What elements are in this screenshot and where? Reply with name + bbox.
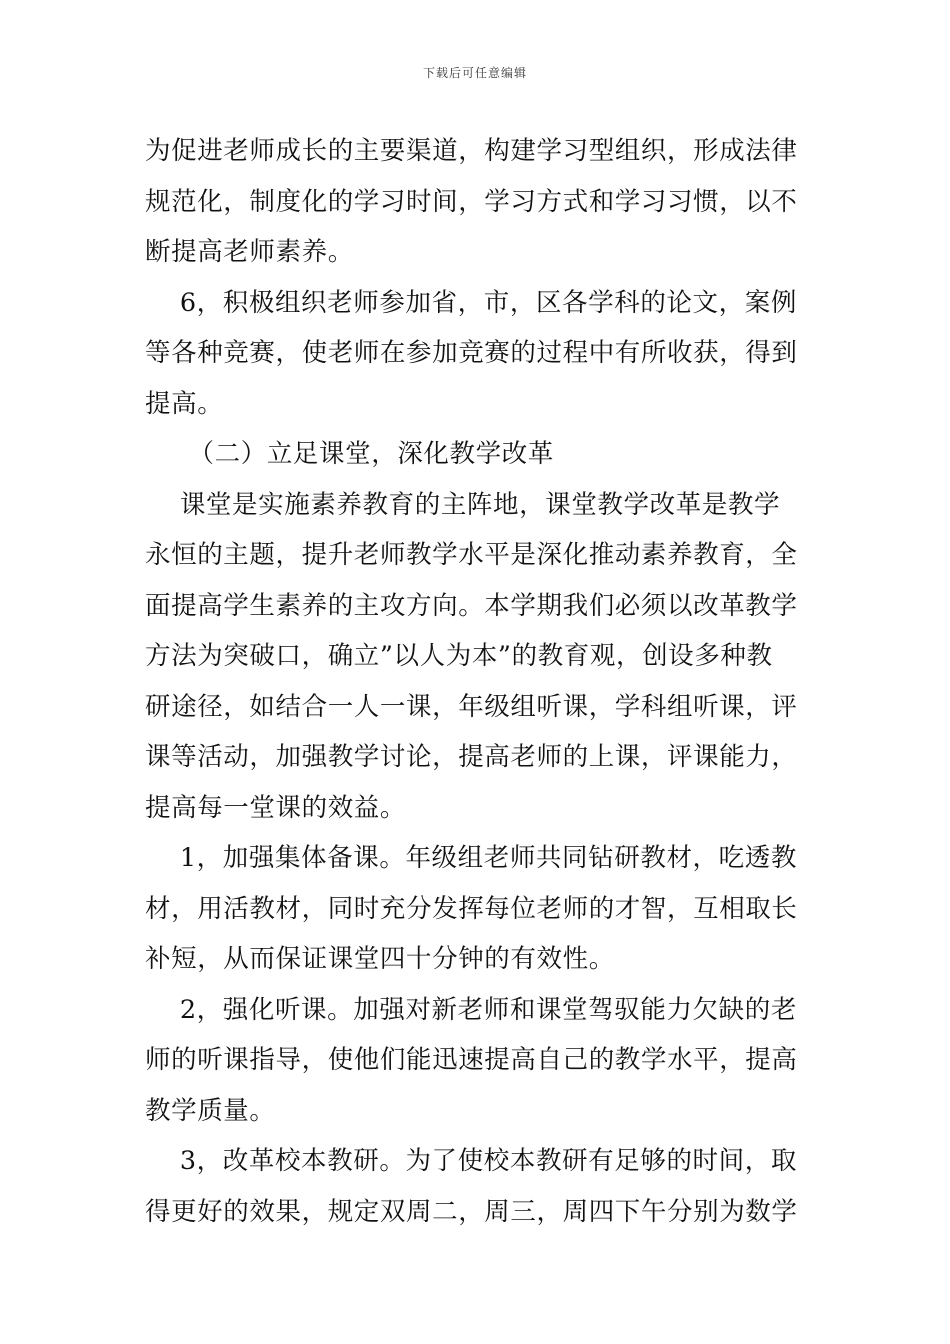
text-line: 提高。 [145, 388, 224, 419]
text-line: 方法为突破口，确立”以人为本”的教育观，创设多种教 [145, 641, 773, 671]
text-line: 3，改革校本教研。为了使校本教研有足够的时间，取 [145, 1146, 797, 1176]
text-line: 2，强化听课。加强对新老师和课堂驾驭能力欠缺的老 [145, 994, 797, 1025]
text-line: 补短，从而保证课堂四十分钟的有效性。 [145, 944, 615, 974]
text-line: 课堂是实施素养教育的主阵地，课堂教学改革是教学 [145, 489, 781, 520]
text-line: 规范化，制度化的学习时间，学习方式和学习习惯，以不 [145, 186, 798, 217]
text-line: 1，加强集体备课。年级组老师共同钻研教材，吃透教 [145, 843, 797, 873]
text-line: 面提高学生素养的主攻方向。本学期我们必须以改革教学 [145, 590, 798, 621]
page-header: 下载后可任意编辑 [422, 66, 527, 80]
section-heading: （二）立足课堂，深化教学改革 [145, 439, 554, 469]
text-line: 课等活动，加强教学讨论，提高老师的上课，评课能力， [145, 742, 798, 772]
text-line: 永恒的主题，提升老师教学水平是深化推动素养教育，全 [145, 540, 798, 570]
body-text [145, 126, 813, 1237]
text-line: 材，用活教材，同时充分发挥每位老师的才智，互相取长 [145, 893, 798, 924]
text-line: 6，积极组织老师参加省，市，区各学科的论文，案例 [145, 287, 797, 318]
text-line: 研途径，如结合一人一课，年级组听课，学科组听课，评 [145, 691, 798, 722]
text-line: 师的听课指导，使他们能迅速提高自己的教学水平，提高 [145, 1045, 798, 1075]
text-line: 断提高老师素养。 [145, 237, 354, 267]
text-line: 为促进老师成长的主要渠道，构建学习型组织，形成法律 [145, 136, 798, 166]
text-line: 得更好的效果，规定双周二，周三，周四下午分别为数学 [145, 1196, 798, 1227]
text-line: 等各种竞赛，使老师在参加竞赛的过程中有所收获，得到 [145, 338, 798, 368]
text-line: 提高每一堂课的效益。 [145, 792, 407, 823]
text-line: 教学质量。 [145, 1095, 276, 1126]
